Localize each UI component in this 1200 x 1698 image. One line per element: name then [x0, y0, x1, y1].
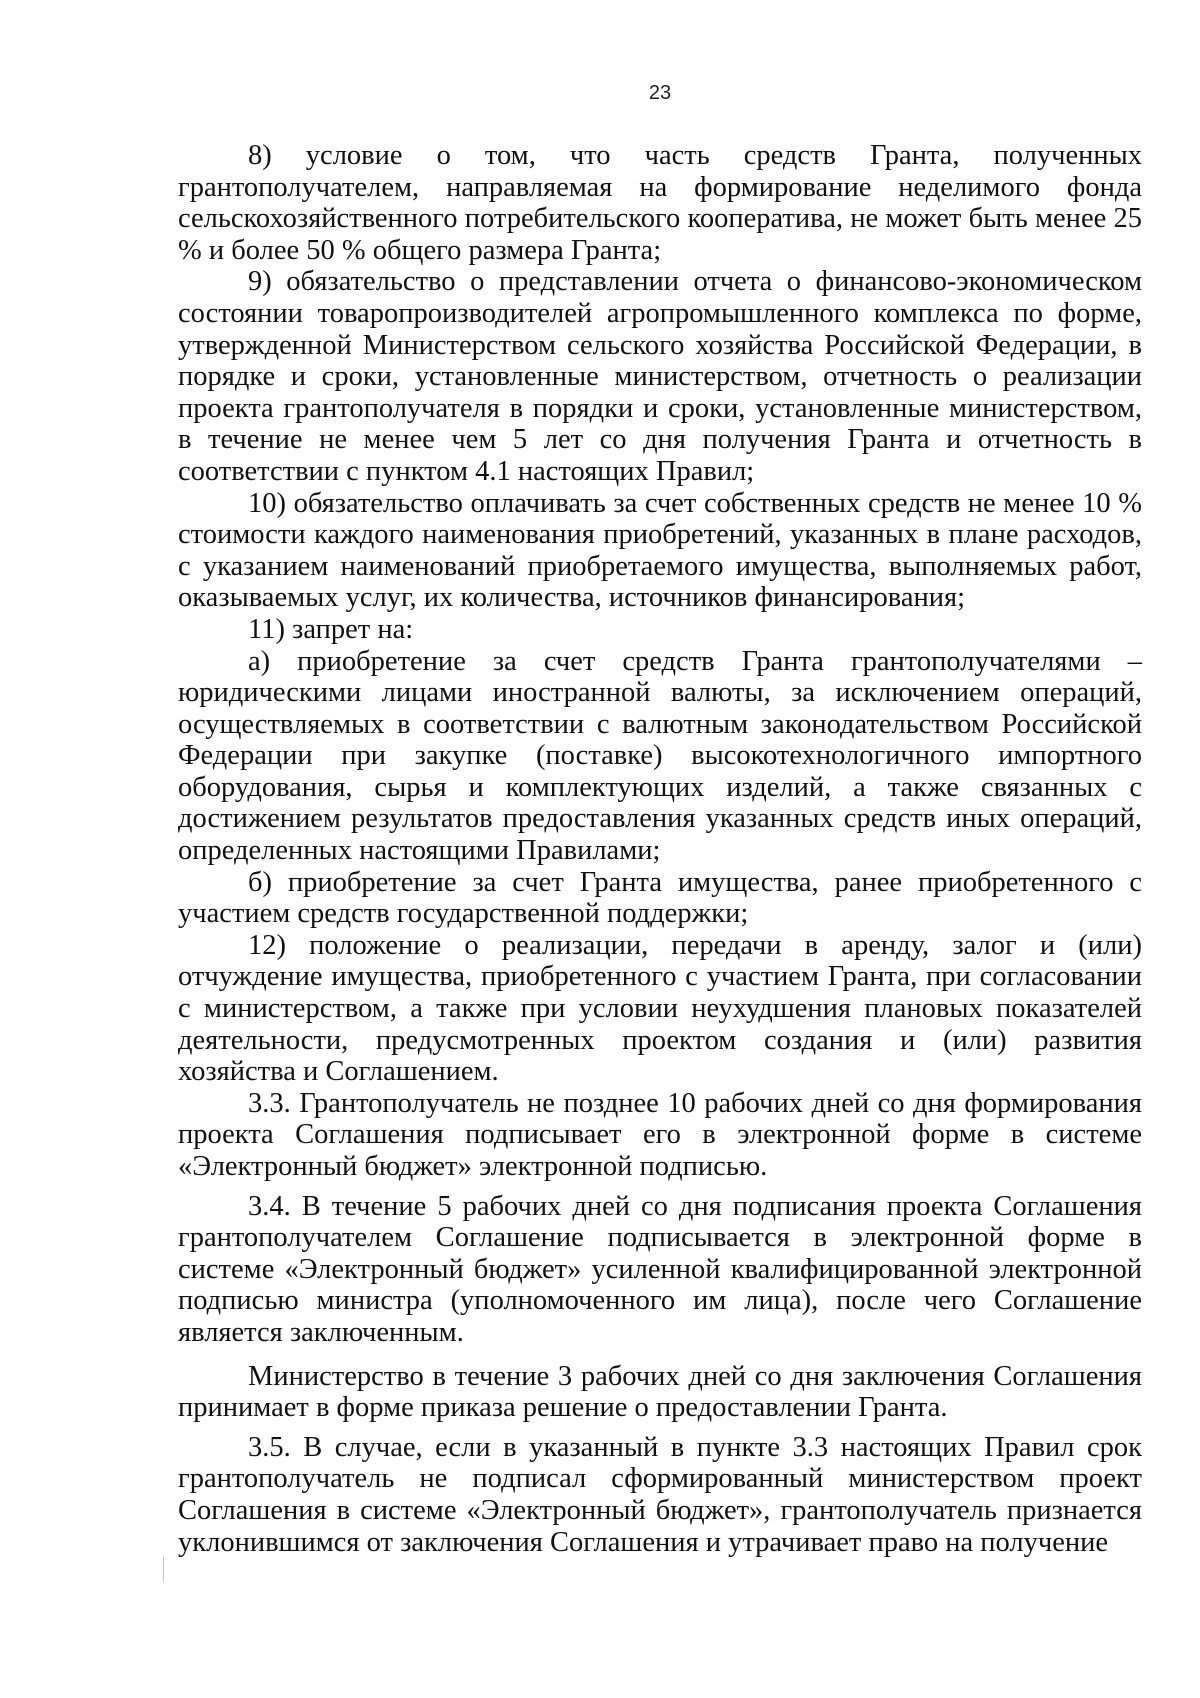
paragraph-item-12: 12) положение о реализации, передачи в аренду, залог и (или) отчуждение имущества, приобретенного с участием Гранта, при согласовании с министерством, а также при условии неухудшения плановых показателей деятельности, предусмотренных проектом создания и (или) развития хозяйства и Соглашением.	[178, 929, 1142, 1088]
paragraph-subitem-a: а) приобретение за счет средств Гранта грантополучателями – юридическими лицами иностранной валюты, за исключением операций, осуществляемых в соответствии с валютным законодательством Российской Федерации при закупке (поставке) высокотехнологичного импортного оборудования, сырья и комплектующих изделий, а также связанных с достижением результатов предоставления указанных средств иных операций, определенных настоящими Правилами;	[178, 645, 1142, 867]
page-number: 23	[648, 82, 672, 104]
paragraph-section-3-3: 3.3. Грантополучатель не позднее 10 рабочих дней со дня формирования проекта Соглашения подписывает его в электронной форме в системе «Электронный бюджет» электронной подписью.	[178, 1087, 1142, 1182]
paragraph-item-10: 10) обязательство оплачивать за счет собственных средств не менее 10 % стоимости каждого наименования приобретений, указанных в плане расходов, с указанием наименований приобретаемого имущества, выполняемых работ, оказываемых услуг, их количества, источников финансирования;	[178, 487, 1142, 614]
paragraph-item-9: 9) обязательство о представлении отчета о финансово-экономическом состоянии товаропроизводителей агропромышленного комплекса по форме, утвержденной Министерством сельского хозяйства Российской Федерации, в порядке и сроки, установленные министерством, отчетность о реализации проекта грантополучателя в порядки и сроки, установленные министерством, в течение не менее чем 5 лет со дня получения Гранта и отчетность в соответствии с пунктом 4.1 настоящих Правил;	[178, 266, 1142, 487]
scan-margin-mark	[163, 1556, 164, 1582]
paragraph-item-11: 11) запрет на:	[248, 613, 414, 645]
paragraph-section-3-5: 3.5. В случае, если в указанный в пункте 3.3 настоящих Правил срок грантополучатель не подписал сформированный министерством проект Соглашения в системе «Электронный бюджет», грантополучатель признается уклонившимся от заключения Соглашения и утрачивает право на получение	[178, 1431, 1142, 1558]
paragraph-section-3-4: 3.4. В течение 5 рабочих дней со дня подписания проекта Соглашения грантополучателем Соглашение подписывается в электронной форме в системе «Электронный бюджет» усиленной квалифицированной электронной подписью министра (уполномоченного им лица), после чего Соглашение является заключенным.	[178, 1190, 1142, 1348]
paragraph-ministry-order: Министерство в течение 3 рабочих дней со дня заключения Соглашения принимает в форме приказа решение о предоставлении Гранта.	[178, 1360, 1142, 1424]
paragraph-subitem-b: б) приобретение за счет Гранта имущества, ранее приобретенного с участием средств государственной поддержки;	[178, 866, 1142, 930]
document-body	[178, 140, 1142, 1558]
paragraph-item-8: 8) условие о том, что часть средств Гранта, полученных грантополучателем, направляемая на формирование неделимого фонда сельскохозяйственного потребительского кооператива, не может быть менее 25 % и более 50 % общего размера Гранта;	[178, 140, 1142, 266]
